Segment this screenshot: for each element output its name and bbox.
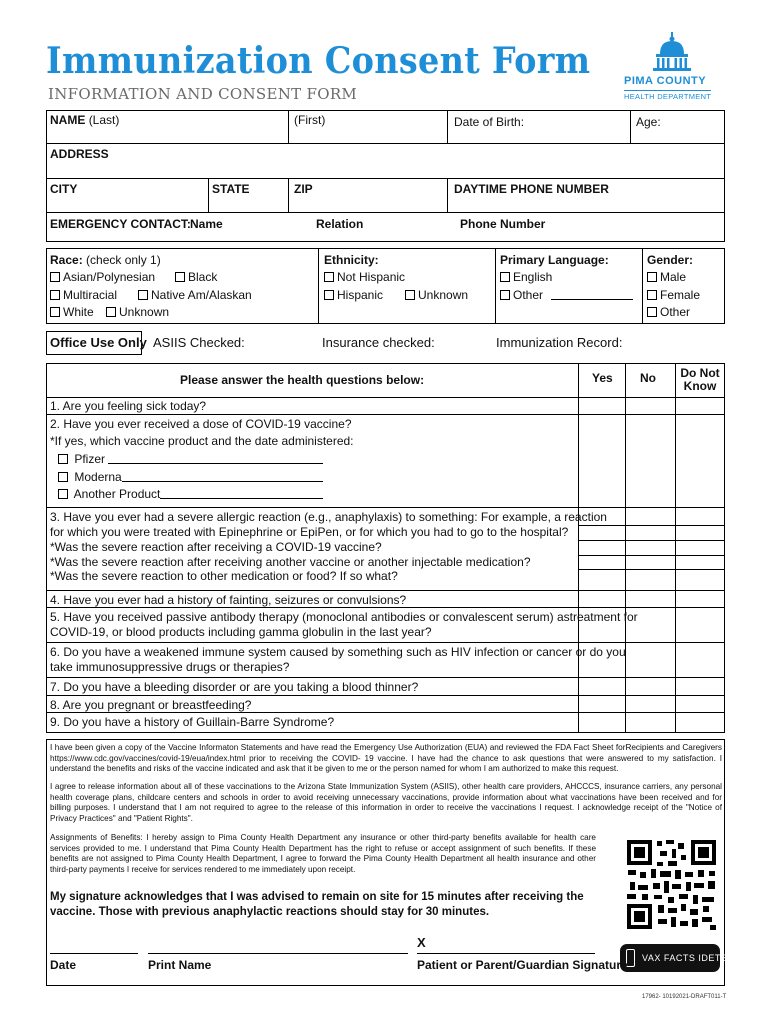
race-unknown[interactable]: Unknown [106,305,169,319]
gender-male[interactable]: Male [647,270,686,284]
question-5-line-1: 5. Have you received passive antibody therapy (monoclonal antibodies or convalescent serum) astreatment for [50,610,638,624]
zip-field[interactable]: ZIP [294,182,313,196]
question-5-line-2: COVID-19, or blood products including gamma globulin in the last year? [50,625,432,639]
ethnicity-not-hispanic[interactable]: Not Hispanic [324,270,405,284]
emergency-contact-label: EMERGENCY CONTACT: [50,217,191,231]
checkbox-icon [405,290,415,300]
checkbox-icon [58,489,68,499]
q2-another[interactable]: Another Product [58,487,160,501]
language-other[interactable]: Other [500,288,543,302]
question-3-line-3: *Was the severe reaction after receiving a COVID-19 vaccine? [50,540,382,554]
checkbox-icon [500,290,510,300]
question-6-line-1: 6. Do you have a weakened immune system caused by something such as HIV infection or cancer or do you [50,645,626,659]
question-3-line-2: for which you were treated with Epinephrine or EpiPen, or for which you had to go to the hospital? [50,525,569,539]
immunization-record-field[interactable]: Immunization Record: [496,335,623,350]
race-heading: Race: (check only 1) [50,253,161,267]
footer-code: 17962- 10192021-DRAFT011-T [642,994,727,1000]
checkbox-icon [50,307,60,317]
consent-paragraph-4: My signature acknowledges that I was advised to remain on site for 15 minutes after receiving the vaccine. Those with previous anaphylactic reactions should stay for 30 minutes. [50,891,584,918]
pima-county-logo [620,30,730,102]
print-name-label: Print Name [148,958,212,972]
city-field[interactable]: CITY [50,182,78,196]
question-2-note: *If yes, which vaccine product and the date administered: [50,434,354,448]
consent-paragraph-2: I agree to release information about all of these vaccinations to the Arizona State Immunization System (ASIIS), other health care providers, AHCCCS, insurance carriers, any personal health coverage plans, childcare centers and schools in order to avoid receiving unnecessary vaccinations, provide information about what vaccinations have been received and for billing purposes. I understand that I am not required to agree to the release of this information in order to receive the vaccinations I request. I acknowledge receipt of the "Notice of Privacy Practices" and "Patient Rights". [50,782,722,823]
col-do-not-know-2: Know [683,379,717,393]
signature-x-mark: X [417,935,426,950]
question-9: 9. Do you have a history of Guillain-Barre Syndrome? [50,715,335,729]
vax-facts-label: VAX FACTS IDETS [642,953,728,963]
consent-paragraph-3: Assignments of Benefits: I hereby assign to Pima County Health Department any insurance or other third-party benefits available for health care services provided to me. I understand that Pima County Health Department has the right to refuse or accept assignment of such benefits. If these benefits are not assigned to Pima County Health Department, I agree to forward the Pima County Health Department all health insurance and other third-party payments I receive for services rendered to me immediately upon receipt. [50,833,596,874]
date-label: Date [50,958,77,972]
insurance-checked-field[interactable]: Insurance checked: [322,335,435,350]
col-do-not-know-1: Do Not [680,366,720,380]
logo-county-name: PIMA COUNTY [624,75,707,87]
ethnicity-heading: Ethnicity: [324,253,379,267]
race-asian[interactable]: Asian/Polynesian [50,270,155,284]
language-heading: Primary Language: [500,253,609,267]
signature-label: Patient or Parent/Guardian Signature [417,958,628,972]
first-name-field[interactable]: (First) [294,113,326,127]
race-multiracial[interactable]: Multiracial [50,288,117,302]
race-black[interactable]: Black [175,270,217,284]
col-yes: Yes [592,371,613,385]
question-8: 8. Are you pregnant or breastfeeding? [50,698,252,712]
questions-header: Please answer the health questions below: [180,373,425,387]
gender-heading: Gender: [647,253,694,267]
consent-paragraph-1: I have been given a copy of the Vaccine Informaton Statements and have read the Emergency Use Authorization (EUA) and reviewed the FDA Fact Sheet forRecipients and Caregivers https://www.cdc.gov/vaccines/covid-19/eua/index.html prior to receiving the COVID- 19 vaccine. I have had the chance to ask questions that were answered to my satisfaction. I understand the benefits and risks of the vaccine indicated and ask that it be given to me or the person named for whom I am authorized to make this request. [50,743,722,774]
gender-other[interactable]: Other [647,305,690,319]
qr-code-icon[interactable] [624,837,719,932]
checkbox-icon [647,307,657,317]
dob-field[interactable]: Date of Birth: [454,115,525,129]
question-6-line-2: take immunosuppressive drugs or therapies? [50,660,290,674]
checkbox-icon [58,454,68,464]
question-3-line-1: 3. Have you ever had a severe allergic reaction (e.g., anaphylaxis) to something: For example, a reaction [50,510,607,524]
last-name-label: (Last) [88,113,120,127]
ec-relation-field[interactable]: Relation [316,217,364,231]
form-subtitle: INFORMATION AND CONSENT FORM [48,85,358,103]
name-field[interactable] [50,113,119,127]
question-2: 2. Have you ever received a dose of COVID-19 vaccine? [50,417,352,431]
question-7: 7. Do you have a bleeding disorder or are you taking a blood thinner? [50,680,419,694]
ec-phone-field[interactable]: Phone Number [460,217,546,231]
logo-department: HEALTH DEPARTMENT [624,92,712,101]
checkbox-icon [58,472,68,482]
capitol-dome-icon [620,30,730,76]
question-3-line-4: *Was the severe reaction after receiving another vaccine or another injectable medication? [50,555,531,569]
signature-line[interactable] [417,953,595,954]
name-label: NAME [50,113,86,127]
checkbox-icon [50,272,60,282]
race-native[interactable]: Native Am/Alaskan [138,288,252,302]
question-4: 4. Have you ever had a history of fainting, seizures or convulsions? [50,593,407,607]
checkbox-icon [175,272,185,282]
ethnicity-hispanic[interactable]: Hispanic [324,288,383,302]
state-field[interactable]: STATE [212,182,250,196]
race-white[interactable]: White [50,305,94,319]
col-no: No [640,371,656,385]
age-field[interactable]: Age: [636,115,661,129]
q2-moderna[interactable]: Moderna [58,470,122,484]
language-english[interactable]: English [500,270,552,284]
checkbox-icon [106,307,116,317]
gender-female[interactable]: Female [647,288,700,302]
print-name-line[interactable] [148,953,408,954]
office-use-label: Office Use Only [50,335,147,350]
address-field[interactable]: ADDRESS [50,147,109,161]
checkbox-icon [500,272,510,282]
asiis-checked-field[interactable]: ASIIS Checked: [153,335,245,350]
checkbox-icon [138,290,148,300]
date-line[interactable] [50,953,138,954]
q2-pfizer[interactable]: Pfizer [58,452,105,466]
checkbox-icon [324,272,334,282]
ec-name-field[interactable]: Name [190,217,223,231]
checkbox-icon [647,272,657,282]
checkbox-icon [324,290,334,300]
checkbox-icon [50,290,60,300]
question-1: 1. Are you feeling sick today? [50,399,207,413]
daytime-phone-field[interactable]: DAYTIME PHONE NUMBER [454,182,609,196]
checkbox-icon [647,290,657,300]
form-title: Immunization Consent Form [46,40,591,82]
question-3-line-5: *Was the severe reaction to other medication or food? If so what? [50,569,398,583]
ethnicity-unknown[interactable]: Unknown [405,288,468,302]
